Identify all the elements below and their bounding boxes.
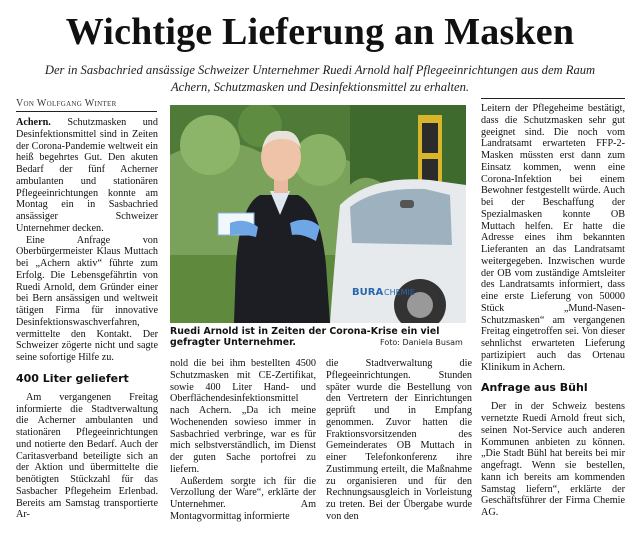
paragraph: Außerdem sorgte ich für die Verzollung der Ware“, erklärte der Unternehmer. Am Montagvormittag informierte	[170, 475, 316, 522]
paragraph: Am vergangenen Freitag informierte die Stadtverwaltung die Acherner ambulanten und stationären Pflegeeinrichtungen und notierte den Bedarf. Auch der Caritasverband beteiligte sich an der Aktion und übermittelte die benötigten Stückzahl für das Sasbacher Pflegeheim Erlenbad. Bereits am Samstag transportierte Ar-	[16, 391, 158, 521]
subheadline: Der in Sasbachried ansässige Schweizer Unternehmer Ruedi Arnold half Pflegeeinrichtungen aus dem Raum Achern, Schutzmasken und Desinfektionsmittel zu erhalten.	[44, 63, 596, 94]
lead-paragraph	[16, 117, 158, 235]
vehicle-logo-text-2: CHEMIE	[384, 288, 415, 297]
photo-credit-name: Daniela Busam	[402, 338, 463, 347]
photo-caption: Ruedi Arnold ist in Zeiten der Corona-Krise ein viel gefragter Unternehmer.	[170, 326, 440, 348]
paragraph: die Stadtverwaltung die Pflegeeinrichtungen. Stunden später wurde die Bestellung von den Vertretern der Einrichtungen geprüft und in Empfang genommen. Zuvor hatten die Fraktionsvorsitzenden des Gemeinderates OB Muttach in einer Telefonkonferenz ihre Zustimmung erteilt, die Maßnahme zu organisieren und für den Rechnungsausgleich in Vorleistung zu treten. Bei der Übergabe wurde von den	[326, 358, 472, 522]
byline-rule	[16, 111, 157, 112]
headline: Wichtige Lieferung an Masken	[65, 11, 575, 53]
paragraph: nold die bei ihm bestellten 4500 Schutzmasken mit CE-Zertifikat, sowie 400 Liter Hand- und Oberflächendesinfektionsmittel nach Achern. „Da ich meine Wochenenden sowieso immer in Sasbachried verbringe, war es für mich selbstverständlich, im Dienst der guten Sache portofrei zu liefern.	[170, 358, 316, 475]
article-column-4	[481, 103, 625, 519]
article-photo	[170, 105, 466, 323]
section-heading: 400 Liter geliefert	[16, 371, 129, 385]
vehicle-logo-text: BURA	[352, 287, 384, 298]
article-column-2	[170, 358, 316, 523]
section-heading: Anfrage aus Bühl	[481, 381, 588, 395]
column-rule	[481, 98, 625, 99]
byline: Von Wolfgang Winter	[16, 98, 117, 109]
article-column-3	[326, 358, 472, 523]
lead-text: Schutzmasken und Desinfektionsmittel sind in Zeiten der Corona-Pandemie weltweit ein heiß begehrtes Gut. Den akuten Bedarf der fünf Acherner ambulanten und stationären Pflegeeinrichtungen konnte am Montag ein in Sasbachried ansässiger Schweizer Unternehmer decken.	[16, 117, 158, 234]
paragraph: Leitern der Pflegeheime bestätigt, dass die Schutzmasken sehr gut geeignet sind. Die noch vom Landratsamt erwarteten FFP-2-Masken müssten erst dann zum Einsatz kommen, wenn eine Corona-Infektion bei einem Bewohner festgestellt würde. Auch bei der Beschaffung der Spezialmasken konnte OB Muttach helfen. Er hatte die Adresse eines ihm bekannten Lieferanten an das Landratsamt weitergegeben. Inzwischen wurde der OB vom zuständige Amtsleiter des Landratsamts informiert, dass eine erste Lieferung von 50000 Stück „Mund-Nasen-Schutzmasken“ am vergangenen Freitag eingetroffen sei. Von dieser sehnlichst erwarteten Lieferung partizipiert auch das Ortenau Klinikum in Achern.	[481, 103, 625, 373]
article-column-1	[16, 117, 158, 521]
photo-credit	[380, 338, 463, 348]
dateline: Achern.	[16, 117, 51, 128]
paragraph: Eine Anfrage von Oberbürgermeister Klaus Muttach bei „Achern aktiv“ führte zum Erfolg. Die Lebensgefährtin von Ruedi Arnold, dem Gründer einer bei Bern ansässigen und weltweit tätigen Firma für innovative Desinfektionswaschverfahren, vermittelte den Kontakt. Der Schweizer zögerte nicht und sagte seine sofortige Hilfe zu.	[16, 234, 158, 363]
paragraph: Der in der Schweiz bestens vernetzte Ruedi Arnold freut sich, seinen Not-Service auch anderen Kommunen anbieten zu können. „Die Stadt Bühl hat bereits bei mir angefragt. Wenn sie bestellen, kann ich bereits am kommenden Samstag liefern“, erklärte der Geschäftsführer der Firma Chemie AG.	[481, 401, 625, 518]
photo-credit-prefix: Foto:	[380, 338, 400, 347]
